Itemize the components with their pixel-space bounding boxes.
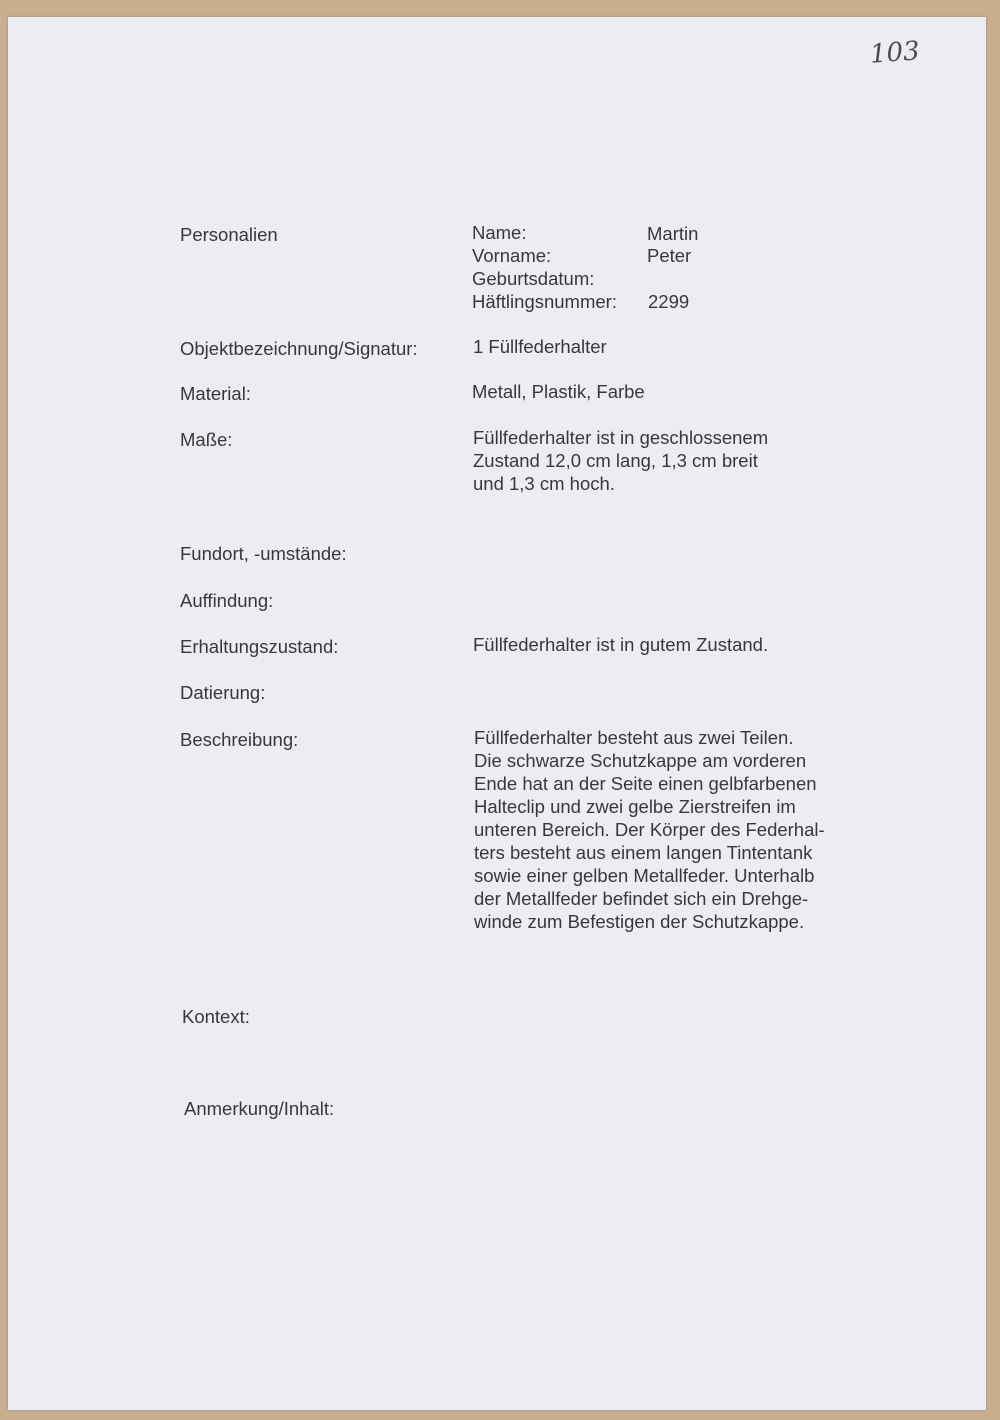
haeftlingsnummer-label: Häftlingsnummer: <box>472 291 617 312</box>
objekt-label: Objektbezeichnung/Signatur: <box>180 338 418 359</box>
erhaltung-label: Erhaltungszustand: <box>180 636 339 657</box>
haeftlingsnummer-value: 2299 <box>648 291 690 312</box>
beschreibung-line: Ende hat an der Seite einen gelbfarbenen <box>474 773 817 794</box>
masse-value <box>473 426 768 495</box>
name-label: Name: <box>472 222 527 243</box>
beschreibung-line: der Metallfeder befindet sich ein Drehge- <box>474 888 809 909</box>
anmerkung-label: Anmerkung/Inhalt: <box>184 1098 335 1119</box>
material-label: Material: <box>180 383 251 404</box>
beschreibung-line: ters besteht aus einem langen Tintentank <box>474 842 813 863</box>
masse-label: Maße: <box>180 429 233 450</box>
masse-line: Füllfederhalter ist in geschlossenem <box>473 427 769 448</box>
beschreibung-line: Füllfederhalter besteht aus zwei Teilen. <box>474 727 794 748</box>
beschreibung-value <box>474 726 825 933</box>
auffindung-label: Auffindung: <box>180 590 274 611</box>
beschreibung-line: Die schwarze Schutzkappe am vorderen <box>474 750 807 771</box>
vorname-label: Vorname: <box>472 245 552 266</box>
name-value: Martin <box>647 223 699 244</box>
beschreibung-line: winde zum Befestigen der Schutzkappe. <box>474 911 805 932</box>
fundort-label: Fundort, -umstände: <box>180 543 347 564</box>
personalien-label: Personalien <box>180 224 278 245</box>
erhaltung-value: Füllfederhalter ist in gutem Zustand. <box>473 634 769 655</box>
masse-line: und 1,3 cm hoch. <box>473 473 615 494</box>
material-value: Metall, Plastik, Farbe <box>472 381 645 402</box>
masse-line: Zustand 12,0 cm lang, 1,3 cm breit <box>473 450 758 471</box>
beschreibung-label: Beschreibung: <box>180 729 299 750</box>
beschreibung-line: unteren Bereich. Der Körper des Federhal- <box>474 819 825 840</box>
vorname-value: Peter <box>647 245 692 266</box>
objekt-value: 1 Füllfederhalter <box>473 336 607 357</box>
kontext-label: Kontext: <box>182 1006 250 1027</box>
geburtsdatum-label: Geburtsdatum: <box>472 268 595 289</box>
beschreibung-line: Halteclip und zwei gelbe Zierstreifen im <box>474 796 796 817</box>
page-number: 103 <box>869 36 921 70</box>
datierung-label: Datierung: <box>180 682 266 703</box>
beschreibung-line: sowie einer gelben Metallfeder. Unterhalb <box>474 865 815 886</box>
